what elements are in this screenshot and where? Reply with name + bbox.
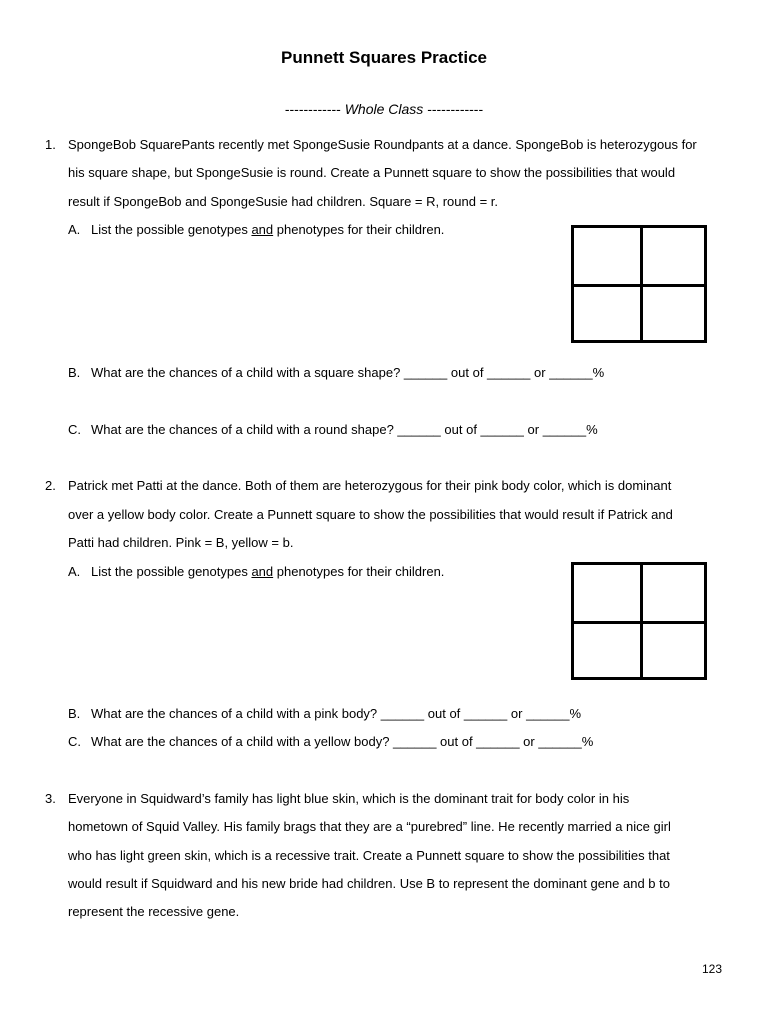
- subquestion-letter: A.: [68, 222, 81, 237]
- question-text-line: Patti had children. Pink = B, yellow = b.: [68, 535, 294, 550]
- subquestion-text: [91, 222, 444, 238]
- subquestion-letter: B.: [68, 706, 81, 721]
- text-part: phenotypes for their children.: [273, 564, 445, 579]
- question-text-line: who has light green skin, which is a recessive trait. Create a Punnett square to show the possibilities that: [68, 848, 670, 863]
- subquestion-text: What are the chances of a child with a square shape? ______ out of ______ or ______%: [91, 365, 605, 380]
- grid-horizontal-line: [574, 284, 704, 287]
- dashes-right: ------------: [427, 101, 484, 117]
- subquestion-letter: B.: [68, 365, 81, 380]
- grid-horizontal-line: [574, 621, 704, 624]
- subquestion-text: What are the chances of a child with a pink body? ______ out of ______ or ______%: [91, 706, 582, 721]
- question-number: 3.: [45, 791, 56, 806]
- underlined-word: and: [251, 564, 274, 579]
- subquestion-text: What are the chances of a child with a round shape? ______ out of ______ or ______%: [91, 422, 598, 437]
- text-part: List the possible genotypes: [91, 222, 252, 237]
- question-number: 2.: [45, 478, 56, 493]
- question-text-line: Patrick met Patti at the dance. Both of them are heterozygous for their pink body color, which is dominant: [68, 478, 672, 493]
- punnett-square-grid: [571, 225, 707, 343]
- question-text-line: SpongeBob SquarePants recently met SpongeSusie Roundpants at a dance. SpongeBob is heterozygous for: [68, 137, 697, 152]
- question-text-line: would result if Squidward and his new bride had children. Use B to represent the dominant gene and b to: [68, 876, 670, 891]
- punnett-square-grid: [571, 562, 707, 680]
- subquestion-letter: C.: [68, 734, 81, 749]
- subquestion-text: [91, 564, 444, 580]
- question-number: 1.: [45, 137, 56, 152]
- text-part: List the possible genotypes: [91, 564, 252, 579]
- question-text-line: represent the recessive gene.: [68, 904, 240, 919]
- subquestion-letter: A.: [68, 564, 81, 579]
- underlined-word: and: [251, 222, 274, 237]
- question-text-line: over a yellow body color. Create a Punnett square to show the possibilities that would result if Patrick and: [68, 507, 673, 522]
- question-text-line: result if SpongeBob and SpongeSusie had children. Square = R, round = r.: [68, 194, 499, 209]
- page-number: 123: [701, 962, 722, 976]
- subquestion-letter: C.: [68, 422, 81, 437]
- question-text-line: Everyone in Squidward’s family has light blue skin, which is the dominant trait for body color in his: [68, 791, 630, 806]
- text-part: phenotypes for their children.: [273, 222, 445, 237]
- page-title: Punnett Squares Practice: [281, 48, 487, 67]
- subquestion-text: What are the chances of a child with a yellow body? ______ out of ______ or ______%: [91, 734, 594, 749]
- question-text-line: his square shape, but SpongeSusie is round. Create a Punnett square to show the possibilities that would: [68, 165, 676, 180]
- question-text-line: hometown of Squid Valley. His family brags that they are a “purebred” line. He recently married a nice girl: [68, 819, 671, 834]
- section-heading-text: Whole Class: [344, 101, 424, 117]
- dashes-left: ------------: [284, 101, 341, 117]
- section-heading: [0, 101, 768, 117]
